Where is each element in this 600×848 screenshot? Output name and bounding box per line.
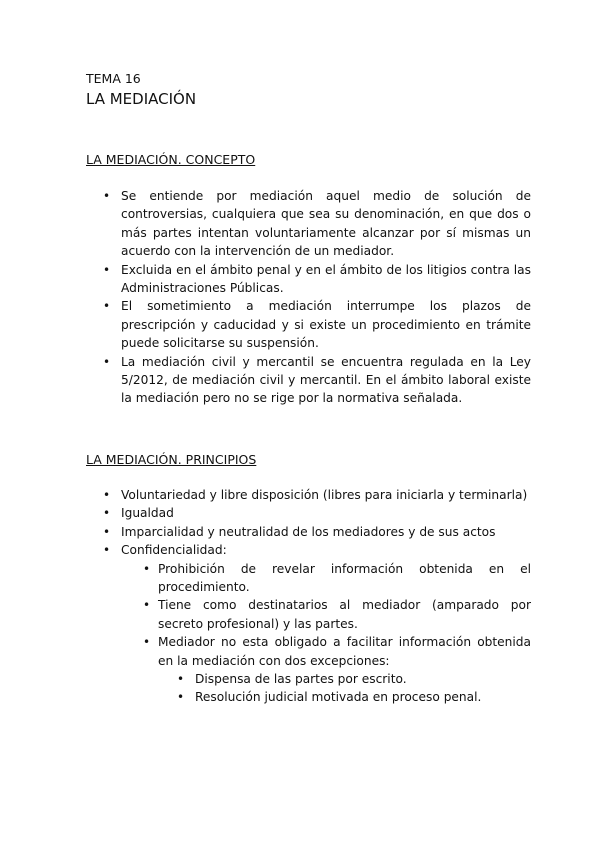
topic-number: TEMA 16 [86, 71, 141, 86]
list-item [103, 187, 531, 261]
list-item [103, 261, 531, 298]
list-item [103, 297, 531, 352]
section-heading-principles: LA MEDIACIÓN. PRINCIPIOS [86, 452, 257, 467]
document-title: LA MEDIACIÓN [86, 90, 197, 108]
principles-list [103, 486, 531, 707]
sublist-item [143, 633, 531, 707]
sublist-item-text: Mediador no esta obligado a facilitar información obtenida en la mediación con dos excepciones: [158, 635, 531, 668]
sublist-item [143, 596, 531, 633]
list-item-text: Excluida en el ámbito penal y en el ámbito de los litigios contra las Administraciones Públicas. [121, 262, 531, 296]
list-item [103, 486, 531, 504]
bullet-icon: • [103, 262, 111, 277]
sublist-item [143, 560, 531, 597]
bullet-icon: • [177, 690, 185, 705]
list-item [103, 541, 531, 707]
bullet-icon: • [103, 299, 111, 314]
sublist-item-text: Tiene como destinatarios al mediador (amparado por secreto profesional) y las partes. [158, 598, 531, 631]
list-item-text: Se entiende por mediación aquel medio de solución de controversias, cualquiera que sea su denominación, en que dos o más partes intentan voluntariamente alcanzar por sí mismas un acuerdo con la intervención de un mediador. [121, 189, 531, 259]
exception-item [177, 670, 525, 688]
confidentiality-sublist [143, 560, 531, 707]
bullet-icon: • [177, 672, 185, 687]
bullet-icon: • [103, 354, 111, 369]
list-item-text: Confidencialidad: [121, 543, 227, 558]
bullet-icon: • [103, 488, 111, 502]
list-item [103, 353, 531, 408]
list-item-text: La mediación civil y mercantil se encuentra regulada en la Ley 5/2012, de mediación civil y mercantil. En el ámbito laboral existe la mediación pero no se rige por la normativa señalada. [121, 354, 531, 406]
bullet-icon: • [143, 598, 151, 613]
list-item-text: Imparcialidad y neutralidad de los mediadores y de sus actos [121, 524, 496, 539]
list-item [103, 523, 531, 541]
exceptions-sublist [177, 670, 525, 707]
exception-item-text: Dispensa de las partes por escrito. [195, 672, 407, 687]
list-item-text: Igualdad [121, 506, 174, 521]
sublist-item-text: Prohibición de revelar información obtenida en el procedimiento. [158, 561, 531, 595]
bullet-icon: • [103, 189, 111, 203]
list-item-text: El sometimiento a mediación interrumpe los plazos de prescripción y caducidad y si existe un procedimiento en trámite puede solicitarse su suspensión. [121, 299, 531, 351]
bullet-icon: • [143, 561, 151, 576]
bullet-icon: • [103, 524, 111, 539]
bullet-icon: • [103, 543, 111, 558]
list-item [103, 504, 531, 522]
list-item-text: Voluntariedad y libre disposición (libres para iniciarla y terminarla) [121, 488, 528, 502]
exception-item-text: Resolución judicial motivada en proceso penal. [195, 690, 482, 705]
bullet-icon: • [103, 506, 111, 521]
bullet-icon: • [143, 635, 151, 650]
section-heading-concept: LA MEDIACIÓN. CONCEPTO [86, 152, 256, 167]
concept-list [103, 187, 531, 408]
exception-item [177, 688, 525, 706]
